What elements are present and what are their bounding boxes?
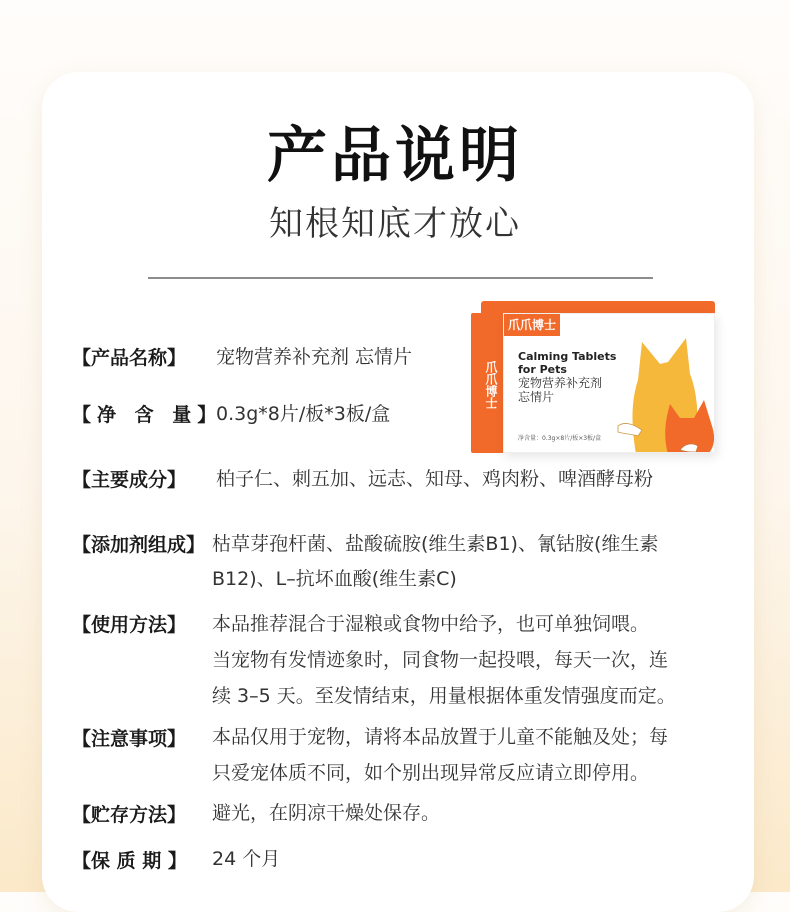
- label-storage: 【贮存方法】: [72, 804, 187, 826]
- value-additives-line: B12)、L–抗坏血酸(维生素C): [212, 568, 457, 590]
- box-net-content: 净含量：0.3g×8片/板×3板/盒: [518, 435, 602, 442]
- product-box-image: [471, 301, 715, 453]
- box-side-brand: 爪爪博士: [484, 361, 498, 409]
- value-ingredients: 柏子仁、刺五加、远志、知母、鸡肉粉、啤酒酵母粉: [216, 468, 654, 490]
- value-shelf-life: 24 个月: [212, 848, 281, 870]
- value-product-name: 宠物营养补充剂 忘情片: [216, 346, 413, 368]
- brand-logo: 爪爪博士: [504, 314, 560, 336]
- page-subtitle: 知根知底才放心: [269, 204, 521, 244]
- value-net-content: 0.3g*8片/板*3板/盒: [216, 403, 391, 425]
- pet-illustration: [608, 334, 715, 453]
- box-english-name: Calming Tablets for Pets: [518, 350, 617, 376]
- page-title: 产品说明: [267, 121, 523, 191]
- label-shelf-life: 【保 质 期 】: [72, 850, 187, 872]
- label-ingredients: 【主要成分】: [72, 469, 187, 491]
- value-storage: 避光，在阴凉干燥处保存。: [212, 802, 441, 824]
- box-chinese-name-line: 忘情片: [518, 390, 555, 404]
- label-usage: 【使用方法】: [72, 614, 187, 636]
- value-notes-line: 只爱宠体质不同，如个别出现异常反应请立即停用。: [212, 762, 650, 784]
- value-usage-line: 当宠物有发情迹象时，同食物一起投喂，每天一次，连: [212, 649, 669, 671]
- label-net-content: 【净 含 量】: [72, 404, 223, 426]
- box-front-panel: [503, 313, 715, 453]
- box-side-panel: [471, 313, 503, 453]
- value-additives-line: 枯草芽孢杆菌、盐酸硫胺(维生素B1)、氰钴胺(维生素: [212, 533, 659, 555]
- value-usage-line: 续 3–5 天。至发情结束，用量根据体重发情强度而定。: [212, 685, 676, 707]
- label-notes: 【注意事项】: [72, 728, 187, 750]
- box-chinese-name-line: 宠物营养补充剂: [518, 376, 603, 390]
- label-additives: 【添加剂组成】: [72, 534, 206, 556]
- label-product-name: 【产品名称】: [72, 347, 187, 369]
- divider: [148, 277, 653, 279]
- value-notes-line: 本品仅用于宠物，请将本品放置于儿童不能触及处；每: [212, 726, 669, 748]
- value-usage-line: 本品推荐混合于湿粮或食物中给予，也可单独饲喂。: [212, 613, 650, 635]
